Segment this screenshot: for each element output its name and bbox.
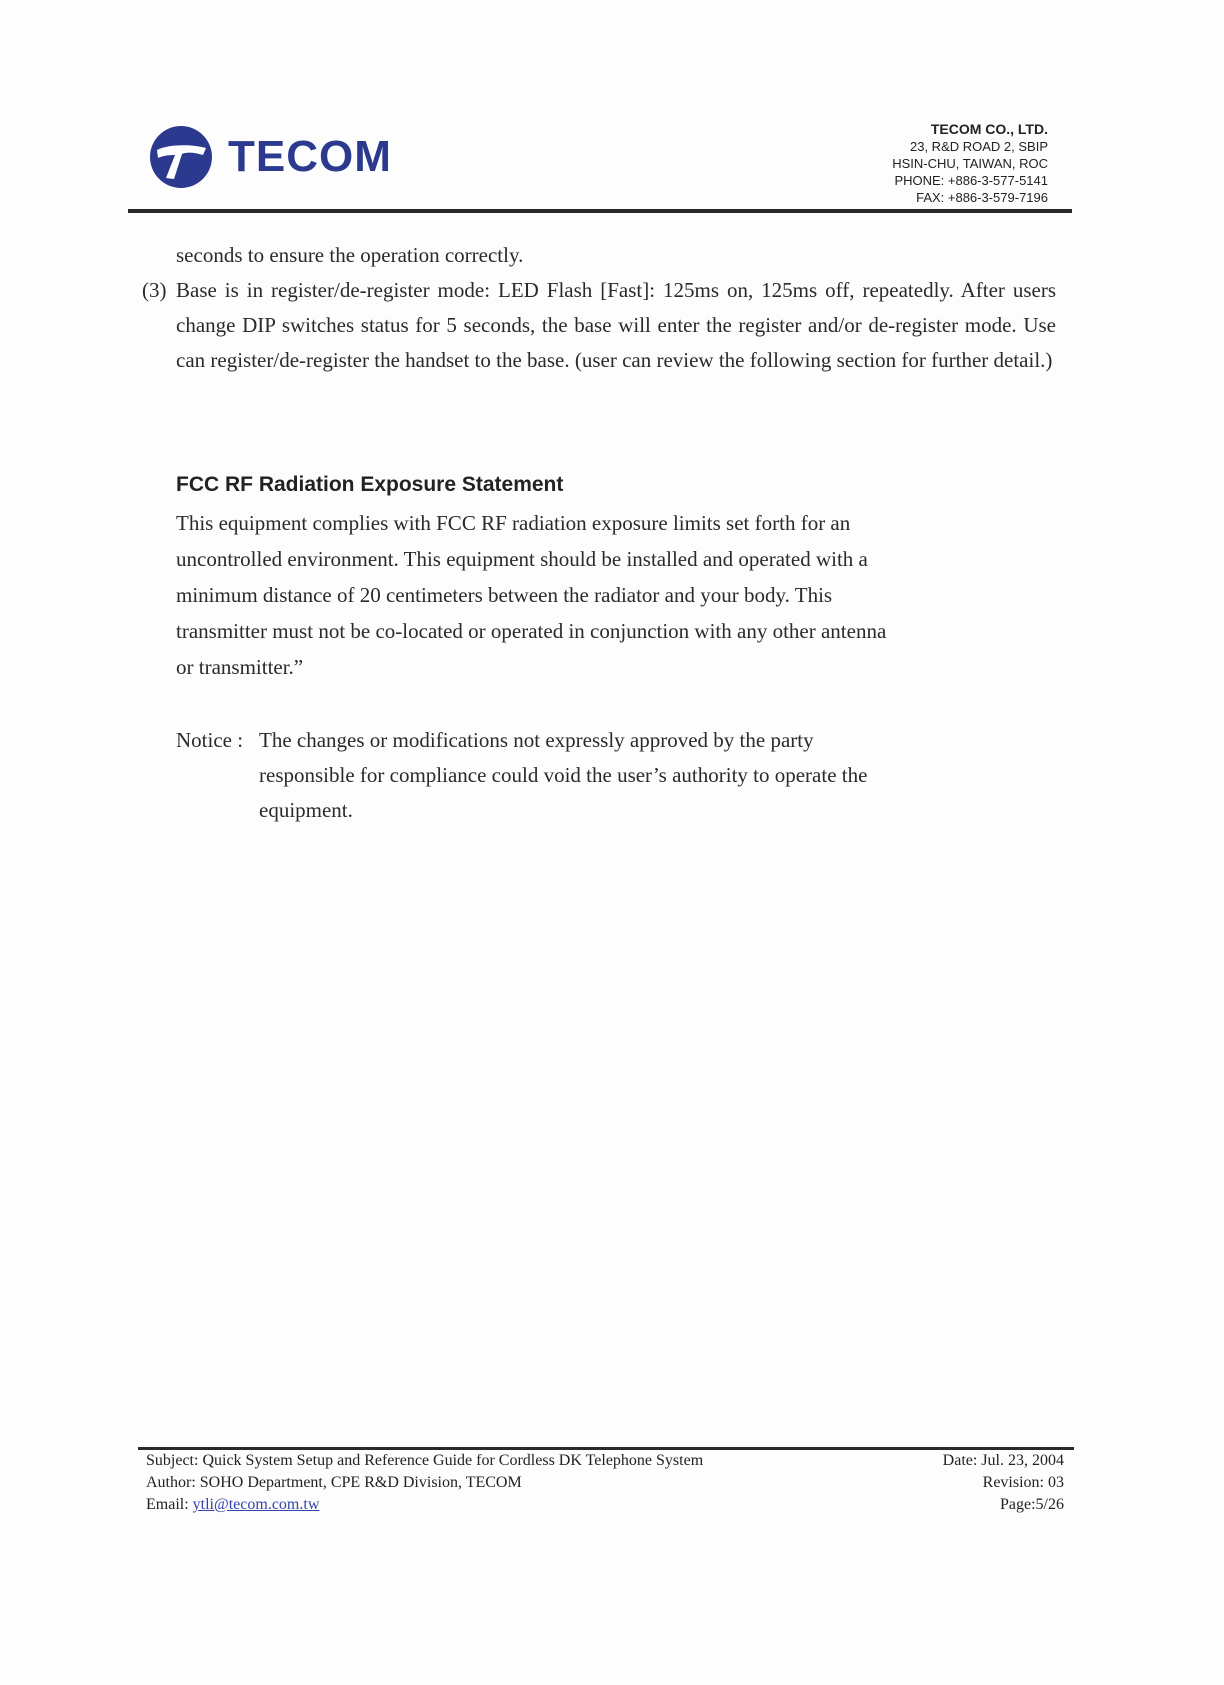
list-item-3 [142,273,1056,378]
notice-label: Notice : [176,728,249,752]
footer-email-line [146,1494,703,1516]
fcc-line: uncontrolled environment. This equipment should be installed and operated with a [176,547,868,571]
notice-line: responsible for compliance could void the user’s authority to operate the [259,763,868,787]
logo-wordmark: TECOM [228,132,392,181]
fax-number: FAX: +886-3-579-7196 [916,190,1048,205]
continuation-text: seconds to ensure the operation correctly. [176,243,524,267]
section-heading: FCC RF Radiation Exposure Statement [176,473,564,496]
fcc-statement [176,505,1006,685]
notice-text [259,723,976,828]
footer-author: Author: SOHO Department, CPE R&D Division, TECOM [146,1474,522,1491]
fcc-line: minimum distance of 20 centimeters between the radiator and your body. This [176,583,833,607]
notice-line: The changes or modifications not expressly approved by the party [259,728,814,752]
notice-block [176,723,976,828]
email-link[interactable]: ytli@tecom.com.tw [192,1496,320,1513]
header-divider [128,209,1072,213]
body-intro [142,238,1056,378]
fcc-line: transmitter must not be co-located or operated in conjunction with any other antenna [176,619,887,643]
footer-revision: Revision: 03 [982,1474,1064,1491]
notice-line: equipment. [259,798,353,822]
footer-page-number: Page:5/26 [1000,1496,1064,1513]
phone-number: PHONE: +886-3-577-5141 [894,173,1048,188]
list-item-marker: (3) [142,278,167,302]
address-line-1: 23, R&D ROAD 2, SBIP [910,139,1048,154]
tecom-logo-icon [148,124,214,190]
tecom-logo [148,122,392,192]
company-address-block [892,121,1048,206]
footer-email-label: Email: [146,1496,193,1513]
footer-date: Date: Jul. 23, 2004 [942,1452,1064,1469]
footer-info [146,1450,703,1516]
company-name: TECOM CO., LTD. [930,121,1048,137]
footer-subject: Subject: Quick System Setup and Reference Guide for Cordless DK Telephone System [146,1452,704,1469]
list-item-text: Base is in register/de-register mode: LED Flash [Fast]: 125ms on, 125ms off, repeatedly. After users change DIP switches status for 5 seconds, the base will enter the register and/or de-register mode. Use can register/de-register the handset to the base. (user can review the following section for further detail.) [176,278,1056,372]
fcc-line: This equipment complies with FCC RF radiation exposure limits set forth for an [176,511,851,535]
footer-meta [943,1450,1064,1516]
address-line-2: HSIN-CHU, TAIWAN, ROC [892,156,1048,171]
fcc-line: or transmitter.” [176,655,304,679]
